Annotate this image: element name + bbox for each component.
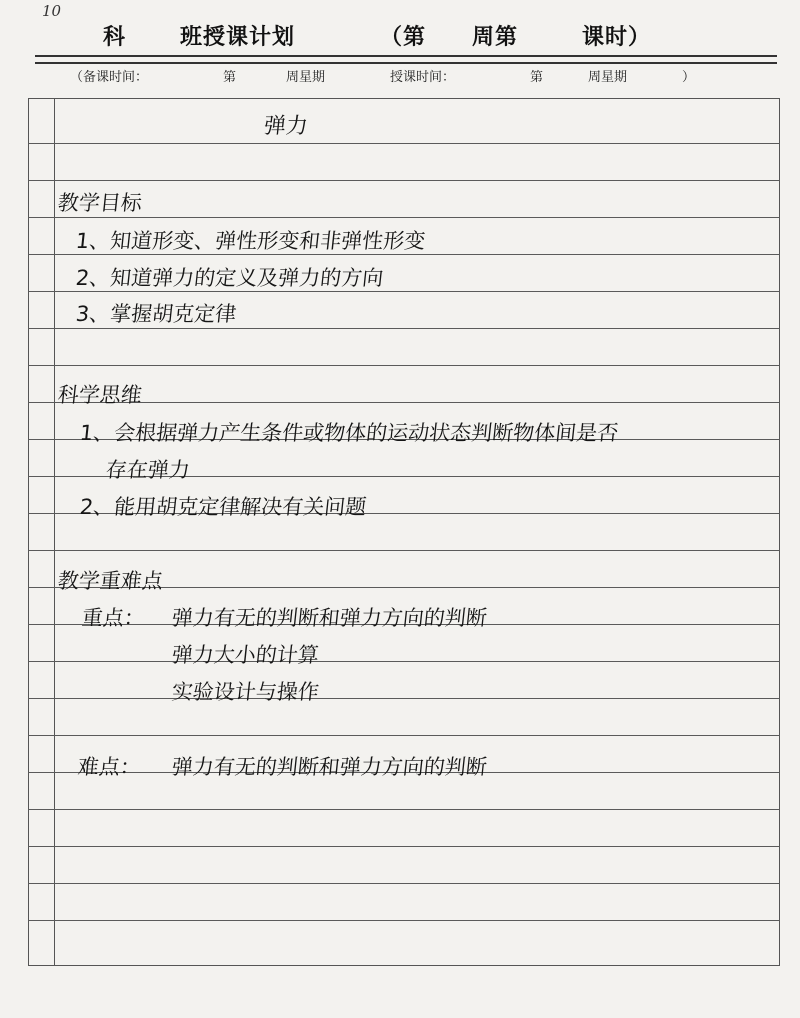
thinking-item: 1、会根据弹力产生条件或物体的运动状态判断物体间是否 xyxy=(78,421,620,445)
header-divider xyxy=(35,55,777,64)
week-label: 周第 xyxy=(472,24,519,50)
prep-week-suffix: 周星期 xyxy=(286,70,326,85)
ruled-line xyxy=(28,883,780,884)
ruled-line xyxy=(28,846,780,847)
inner-margin-line xyxy=(54,99,55,965)
difficult-points-label: 难点： xyxy=(76,755,143,779)
key-points-label: 重点： xyxy=(80,606,147,630)
section-heading-objectives: 教学目标 xyxy=(56,191,144,215)
section-heading-key-difficult-points: 教学重难点 xyxy=(56,569,165,593)
ruled-line xyxy=(28,143,780,144)
schedule-line xyxy=(0,66,800,88)
left-margin-line xyxy=(28,99,29,965)
teach-week-suffix: 周星期 xyxy=(588,70,628,85)
ruled-line xyxy=(28,217,780,218)
prep-week-prefix: 第 xyxy=(223,70,237,85)
lesson-topic: 弹力 xyxy=(262,114,310,139)
key-point-item: 弹力有无的判断和弹力方向的判断 xyxy=(170,606,489,630)
objective-item: 2、知道弹力的定义及弹力的方向 xyxy=(74,266,385,290)
ruled-line xyxy=(28,735,780,736)
ruled-line xyxy=(28,365,780,366)
prep-time-label: （备课时间： xyxy=(70,70,149,85)
ruled-line xyxy=(28,698,780,699)
teach-week-prefix: 第 xyxy=(530,70,544,85)
objective-item: 1、知道形变、弹性形变和非弹性形变 xyxy=(74,229,427,253)
ruled-line xyxy=(28,809,780,810)
key-point-item: 弹力大小的计算 xyxy=(170,643,321,667)
right-margin-line xyxy=(779,99,780,965)
thinking-item: 2、能用胡克定律解决有关问题 xyxy=(78,495,368,519)
key-point-item: 实验设计与操作 xyxy=(170,680,321,704)
week-open-label: （第 xyxy=(380,24,427,50)
ruled-line xyxy=(28,180,780,181)
ruled-line xyxy=(28,328,780,329)
class-plan-label: 班授课计划 xyxy=(180,24,296,50)
objective-item: 3、掌握胡克定律 xyxy=(74,302,238,326)
period-label: 课时） xyxy=(582,24,652,50)
thinking-item-continuation: 存在弹力 xyxy=(104,458,192,482)
section-heading-scientific-thinking: 科学思维 xyxy=(56,383,144,407)
lesson-plan-header xyxy=(0,20,800,54)
schedule-close-paren: ） xyxy=(682,70,696,85)
subject-label: 科 xyxy=(103,24,127,50)
ruled-line xyxy=(28,920,780,921)
ruled-line xyxy=(28,550,780,551)
difficult-point-item: 弹力有无的判断和弹力方向的判断 xyxy=(170,755,489,779)
teach-time-label: 授课时间： xyxy=(390,70,456,85)
ruled-sheet xyxy=(28,98,780,966)
page-number: 10 xyxy=(42,2,62,20)
ruled-line xyxy=(28,661,780,662)
